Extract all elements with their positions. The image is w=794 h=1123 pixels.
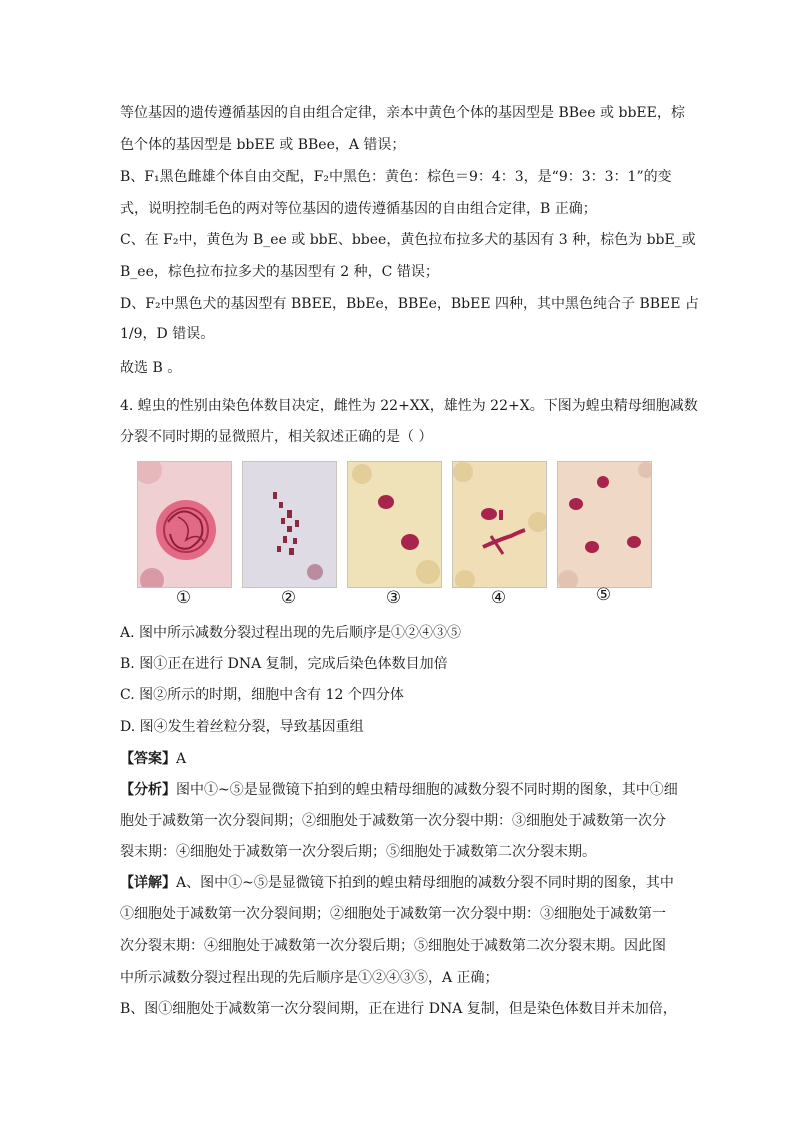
figure-label: ① — [175, 588, 192, 608]
analysis-line: 胞处于减数第一次分裂间期；②细胞处于减数第一次分裂中期：③细胞处于减数第一次分 — [120, 813, 666, 829]
detail-line: 中所示减数分裂过程出现的先后顺序是①②④③⑤，A 正确； — [120, 970, 499, 986]
figure-label: ② — [280, 588, 297, 608]
micrograph-1 — [137, 461, 232, 588]
micrograph-5 — [557, 461, 652, 588]
question-line: 分裂不同时期的显微照片，相关叙述正确的是（ ） — [120, 429, 433, 445]
answer-value: A — [176, 751, 187, 767]
text-line: 式，说明控制毛色的两对等位基因的遗传遵循基因的自由组合定律，B 正确； — [120, 201, 597, 217]
answer-line — [120, 750, 186, 768]
option-d: D. 图④发生着丝粒分裂，导致基因重组 — [120, 719, 364, 735]
answer-tag: 【答案】 — [120, 751, 176, 767]
detail-tag: 【详解】 — [120, 875, 176, 891]
micrograph-row — [137, 461, 652, 611]
detail-text: A、图中①~⑤是显微镜下拍到的蝗虫精母细胞的减数分裂不同时期的图象，其中 — [176, 875, 674, 891]
text-line: D、F₂中黑色犬的基因型有 BBEE，BbEe，BBEe，BbEE 四种，其中黑色纯合子 BBEE 占 — [120, 296, 699, 312]
figure-label: ③ — [385, 588, 402, 608]
option-b: B. 图①正在进行 DNA 复制，完成后染色体数目加倍 — [120, 656, 448, 672]
text-line: 色个体的基因型是 bbEE 或 BBee，A 错误； — [120, 137, 406, 153]
detail-line: B、图①细胞处于减数第一次分裂间期，正在进行 DNA 复制，但是染色体数目并未加倍， — [120, 1001, 677, 1017]
text-line: 等位基因的遗传遵循基因的自由组合定律，亲本中黄色个体的基因型是 BBee 或 bbEE，棕 — [120, 105, 685, 121]
question-line: 4. 蝗虫的性别由染色体数目决定，雌性为 22+XX，雄性为 22+X。下图为蝗虫精母细胞减数 — [120, 398, 698, 414]
detail-line: ①细胞处于减数第一次分裂间期；②细胞处于减数第一次分裂中期：③细胞处于减数第一 — [120, 906, 666, 922]
option-a: A. 图中所示减数分裂过程出现的先后顺序是①②④③⑤ — [120, 625, 462, 641]
text-line: 1/9，D 错误。 — [120, 326, 215, 342]
option-c: C. 图②所示的时期，细胞中含有 12 个四分体 — [120, 687, 404, 703]
analysis-tag: 【分析】 — [120, 782, 176, 798]
micrograph-2 — [242, 461, 337, 588]
text-line: 故选 B 。 — [120, 360, 182, 376]
analysis-line: 裂末期：④细胞处于减数第一次分裂后期；⑤细胞处于减数第二次分裂末期。 — [120, 844, 596, 860]
figure-label: ④ — [490, 588, 507, 608]
text-line: B_ee，棕色拉布拉多犬的基因型有 2 种，C 错误； — [120, 264, 439, 280]
detail-line: 次分裂末期：④细胞处于减数第一次分裂后期；⑤细胞处于减数第二次分裂末期。因此图 — [120, 938, 666, 954]
detail-line — [120, 874, 674, 892]
micrograph-3 — [347, 461, 442, 588]
analysis-text: 图中①~⑤是显微镜下拍到的蝗虫精母细胞的减数分裂不同时期的图象，其中①细 — [176, 782, 678, 798]
micrograph-4 — [452, 461, 547, 588]
figure-label: ⑤ — [595, 585, 612, 605]
text-line: B、F₁黑色雌雄个体自由交配，F₂中黑色：黄色：棕色＝9：4：3，是“9：3：3：1”的变 — [120, 169, 672, 185]
text-line: C、在 F₂中，黄色为 B_ee 或 bbE、bbee，黄色拉布拉多犬的基因有 3 种，棕色为 bbE_或 — [120, 232, 696, 248]
analysis-line — [120, 781, 678, 799]
